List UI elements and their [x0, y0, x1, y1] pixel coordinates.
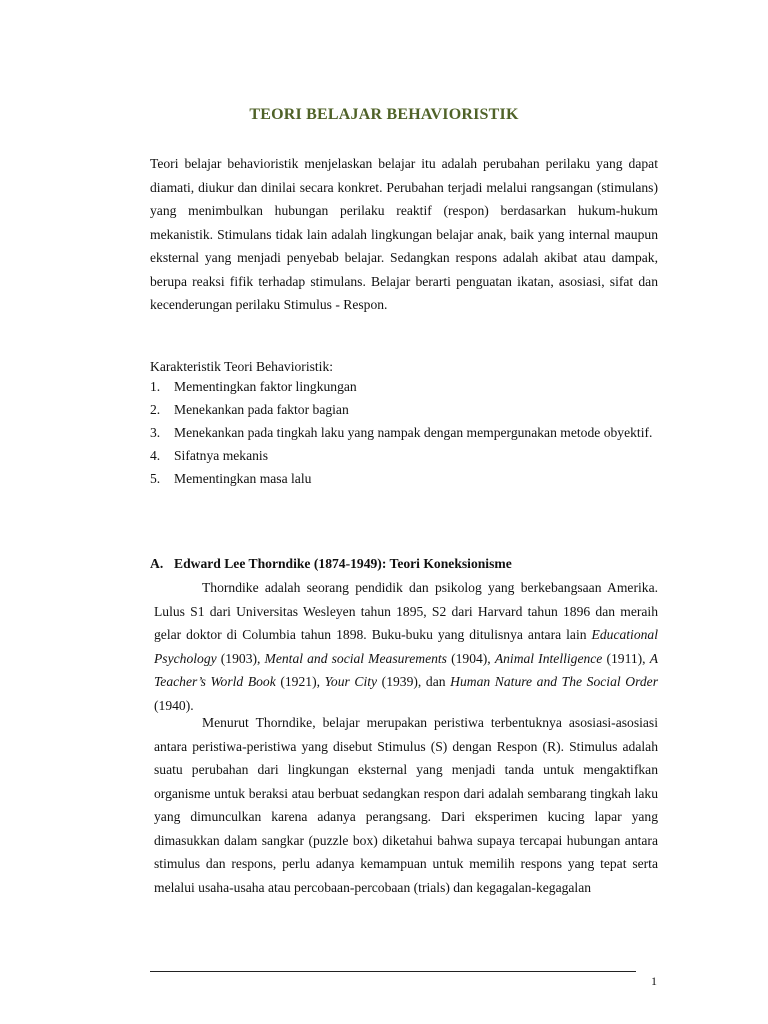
list-number: 2.: [150, 402, 161, 417]
section-a-heading: [150, 556, 512, 572]
text-run: (1940).: [154, 697, 194, 713]
book-title: Mental and social Measurements: [264, 650, 447, 666]
thorndike-theory-paragraph: Menurut Thorndike, belajar merupakan peristiwa terbentuknya asosiasi-asosiasi antara peristiwa-peristiwa yang disebut Stimulus (S) dengan Respon (R). Stimulus adalah suatu perubahan dari lingkungan eksternal yang menjadi tanda untuk mengaktifkan organisme untuk beraksi atau berbuat sedangkan respon dari adalah sembarang tingkah laku yang dimunculkan karena adanya perangsang. Dari eksperimen kucing lapar yang dimasukkan dalam sangkar (puzzle box) diketahui bahwa supaya tercapai hubungan antara stimulus dan respons, perlu adanya kemampuan untuk memilih respons yang tepat serta melalui usaha-usaha atau percobaan-percobaan (trials) dan kegagalan-kegagalan: [154, 715, 658, 895]
list-item: [150, 444, 658, 467]
section-letter: A.: [150, 556, 164, 571]
intro-paragraph: Teori belajar behavioristik menjelaskan belajar itu adalah perubahan perilaku yang dapat diamati, diukur dan dinilai secara konkret. Perubahan terjadi melalui rangsangan (stimulans) yang menimbulkan hubungan perilaku reaktif (respon) berdasarkan hukum-hukum mekanistik. Stimulans tidak lain adalah lingkungan belajar anak, baik yang internal maupun eksternal yang menjadi penyebab belajar. Sedangkan respons adalah akibat atau dampak, berupa reaksi fifik terhadap stimulans. Belajar berarti penguatan ikatan, asosiasi, sifat dan kecenderungan perilaku Stimulus - Respon.: [150, 156, 658, 312]
text-run: Thorndike adalah seorang pendidik dan psikolog yang berkebangsaan Amerika. Lulus S1 dari Universitas Wesleyen tahun 1895, S2 dari Harvard tahun 1896 dan meraih gelar doktor di Columbia tahun 1898. Buku-buku yang ditulisnya antara lain: [154, 580, 658, 642]
list-number: 4.: [150, 448, 161, 463]
footer-divider: [150, 971, 636, 972]
list-number: 5.: [150, 471, 161, 486]
text-run: (1904),: [446, 650, 495, 666]
list-number: 3.: [150, 425, 161, 440]
list-text: Mementingkan masa lalu: [174, 471, 312, 486]
thorndike-bio-paragraph: [154, 576, 658, 717]
text-run: (1911),: [602, 650, 650, 666]
text-run: (1939), dan: [377, 674, 451, 689]
list-text: Sifatnya mekanis: [174, 448, 269, 463]
text-run: (1903),: [216, 650, 265, 666]
book-title: Human Nature and The Social Order: [450, 674, 658, 689]
list-item: [150, 467, 658, 490]
list-text: Menekankan pada faktor bagian: [174, 402, 349, 417]
book-title: A Teacher’s World Book: [154, 650, 658, 689]
book-title: Animal Intelligence: [494, 650, 603, 666]
list-text: Mementingkan faktor lingkungan: [174, 379, 357, 394]
karakteristik-label: Karakteristik Teori Behavioristik:: [150, 359, 334, 374]
page-number: 1: [651, 974, 657, 988]
karakteristik-list: [150, 375, 658, 490]
section-title: Edward Lee Thorndike (1874-1949): Teori Koneksionisme: [174, 556, 512, 571]
list-item: [150, 398, 658, 421]
book-title: Educational Psychology: [154, 627, 658, 666]
list-item: [150, 375, 658, 398]
text-run: (1921),: [275, 674, 325, 689]
document-title: TEORI BELAJAR BEHAVIORISTIK: [249, 106, 519, 123]
list-item: [150, 421, 658, 444]
list-text: Menekankan pada tingkah laku yang nampak dengan mempergunakan metode obyektif.: [174, 425, 653, 440]
list-number: 1.: [150, 379, 161, 394]
book-title: Your City: [324, 674, 378, 689]
